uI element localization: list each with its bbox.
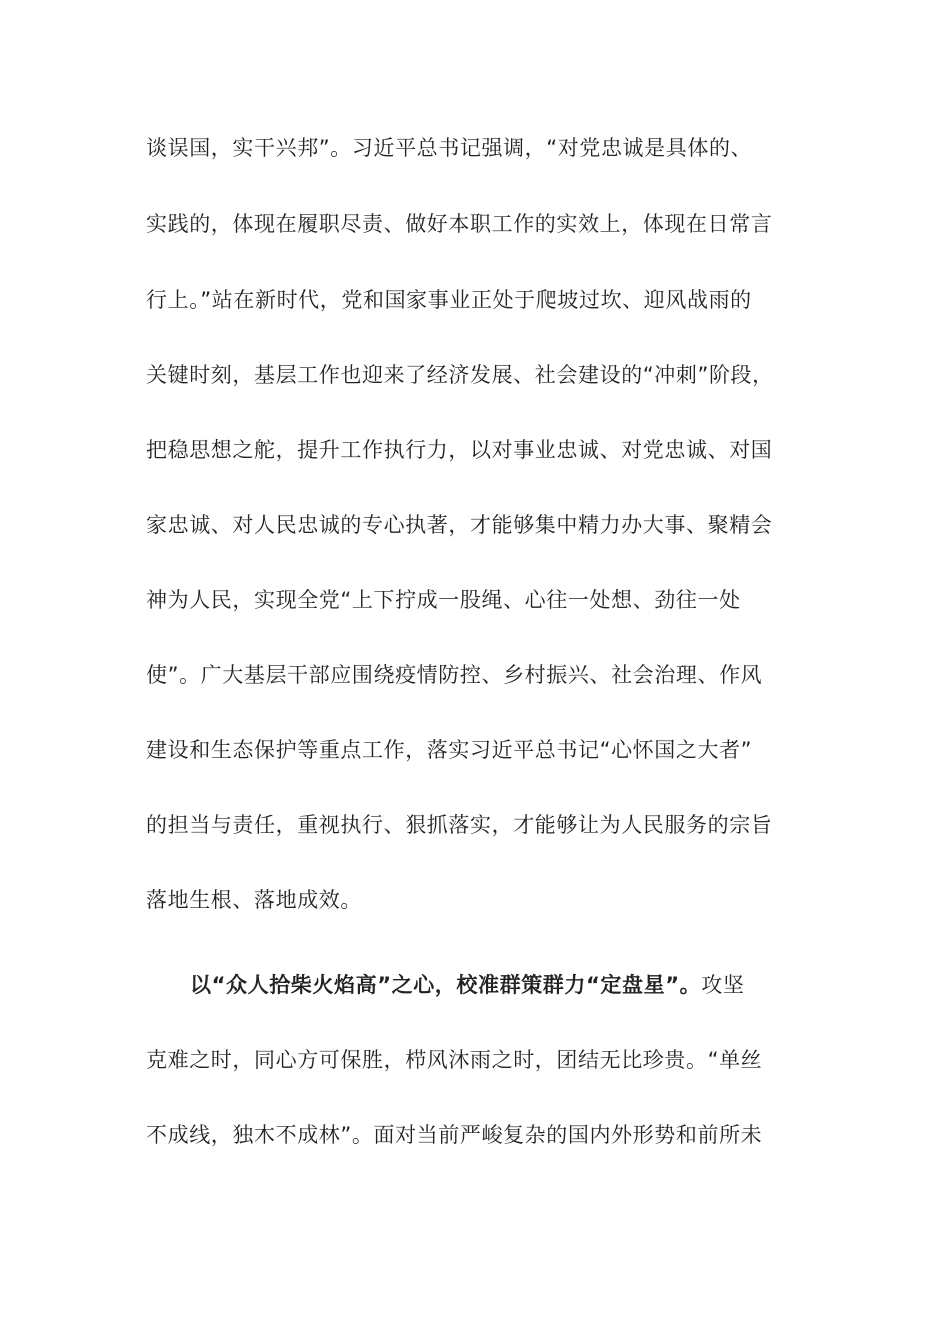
- paragraph-line: 家忠诚、对人民忠诚的专心执著，才能够集中精力办大事、聚精会: [146, 513, 773, 537]
- paragraph-heading-line: [190, 970, 806, 1000]
- paragraph-line: 关键时刻，基层工作也迎来了经济发展、社会建设的“冲刺”阶段，: [146, 363, 774, 387]
- paragraph-line: 使”。广大基层干部应围绕疫情防控、乡村振兴、社会治理、作风: [146, 663, 763, 687]
- paragraph-line: 克难之时，同心方可保胜，栉风沐雨之时，团结无比珍贵。“单丝: [146, 1048, 763, 1072]
- paragraph-line: 把稳思想之舵，提升工作执行力，以对事业忠诚、对党忠诚、对国: [146, 438, 773, 462]
- paragraph-line: 行上。”站在新时代，党和国家事业正处于爬坡过坎、迎风战雨的: [146, 288, 752, 312]
- paragraph-line: 实践的，体现在履职尽责、做好本职工作的实效上，体现在日常言: [146, 212, 773, 236]
- paragraph-line: 落地生根、落地成效。: [146, 888, 362, 912]
- paragraph-text: 攻坚: [701, 973, 745, 997]
- paragraph-line: 的担当与责任，重视执行、狠抓落实，才能够让为人民服务的宗旨: [146, 813, 773, 837]
- paragraph-line: 神为人民，实现全党“上下拧成一股绳、心往一处想、劲往一处: [146, 588, 741, 612]
- paragraph-line: 建设和生态保护等重点工作，落实习近平总书记“心怀国之大者”: [146, 738, 753, 762]
- paragraph-line: 谈误国，实干兴邦”。习近平总书记强调，“对党忠诚是具体的、: [146, 136, 753, 160]
- paragraph-heading: 以“众人拾柴火焰高”之心，校准群策群力“定盘星”。: [190, 973, 702, 997]
- paragraph-line: 不成线，独木不成林”。面对当前严峻复杂的国内外形势和前所未: [146, 1123, 763, 1147]
